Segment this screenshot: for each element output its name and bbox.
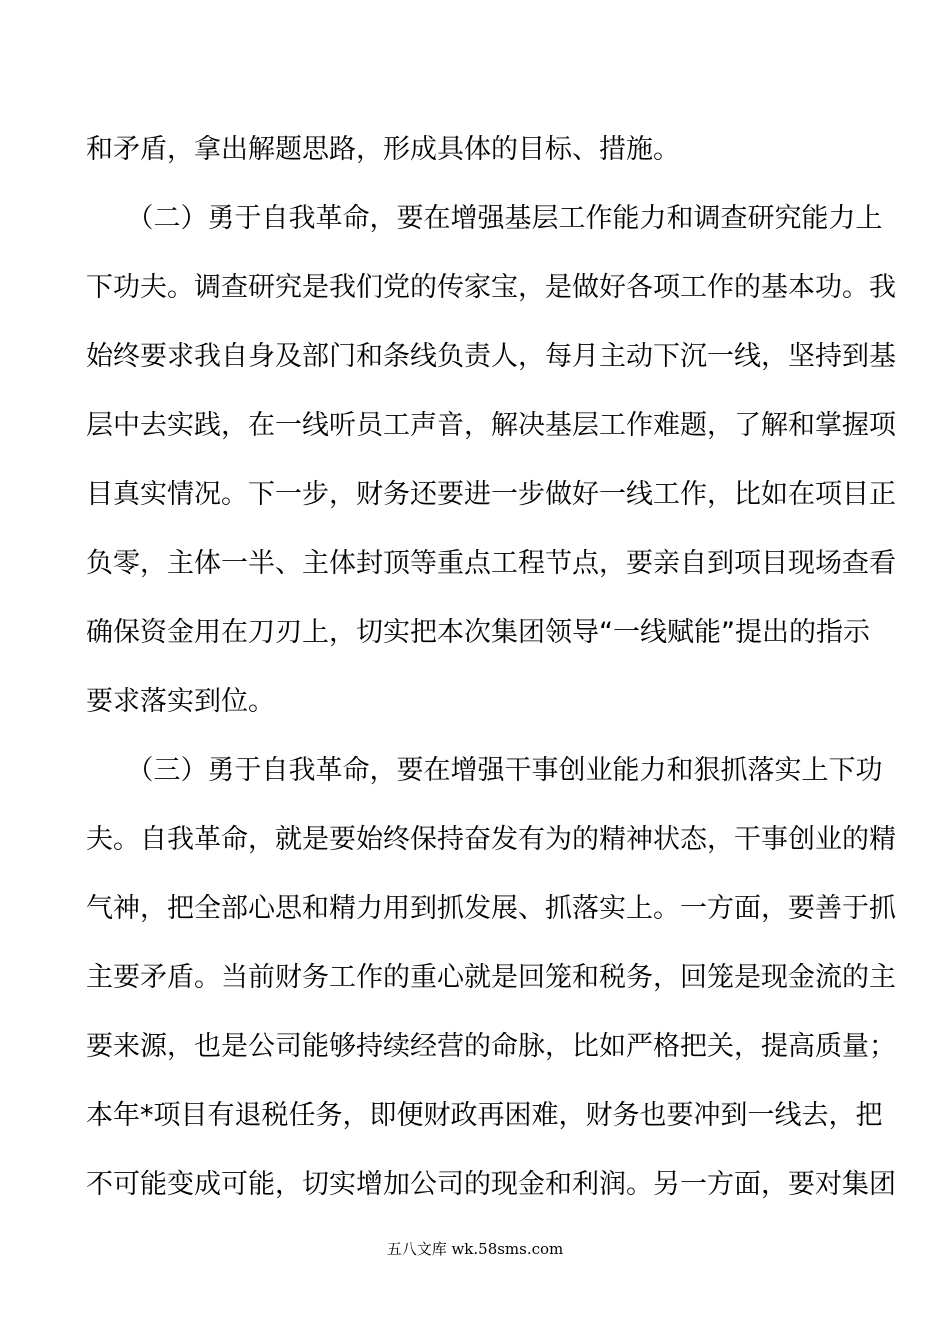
text-line-1: 和矛盾，拿出解题思路，形成具体的目标、措施。 <box>86 134 680 165</box>
text-line-9: 要求落实到位。 <box>86 686 275 717</box>
text-line-8: 确保资金用在刀刃上，切实把本次集团领导“一线赋能”提出的指示 <box>86 617 870 648</box>
text-line-2: （二）勇于自我革命，要在增强基层工作能力和调查研究能力上 <box>86 203 883 234</box>
text-line-14: 要来源，也是公司能够持续经营的命脉，比如严格把关，提高质量； <box>86 1031 896 1062</box>
text-line-6: 目真实情况。下一步，财务还要进一步做好一线工作，比如在项目正 <box>86 479 896 510</box>
text-line-16: 不可能变成可能，切实增加公司的现金和利润。另一方面，要对集团 <box>86 1169 896 1200</box>
text-line-3: 下功夫。调查研究是我们党的传家宝，是做好各项工作的基本功。我 <box>86 272 896 303</box>
text-line-10: （三）勇于自我革命，要在增强干事创业能力和狠抓落实上下功 <box>86 755 883 786</box>
text-line-5: 层中去实践，在一线听员工声音，解决基层工作难题，了解和掌握项 <box>86 410 896 441</box>
text-line-12: 气神，把全部心思和精力用到抓发展、抓落实上。一方面，要善于抓 <box>86 893 896 924</box>
text-line-7: 负零，主体一半、主体封顶等重点工程节点，要亲自到项目现场查看 <box>86 548 896 579</box>
text-line-15: 本年*项目有退税任务，即便财政再困难，财务也要冲到一线去，把 <box>86 1100 883 1131</box>
text-line-11: 夫。自我革命，就是要始终保持奋发有为的精神状态，干事创业的精 <box>86 824 896 855</box>
page-footer: 五八文库 wk.58sms.com <box>386 1240 564 1258</box>
text-line-13: 主要矛盾。当前财务工作的重心就是回笼和税务，回笼是现金流的主 <box>86 962 896 993</box>
text-line-4: 始终要求我自身及部门和条线负责人，每月主动下沉一线，坚持到基 <box>86 341 896 372</box>
